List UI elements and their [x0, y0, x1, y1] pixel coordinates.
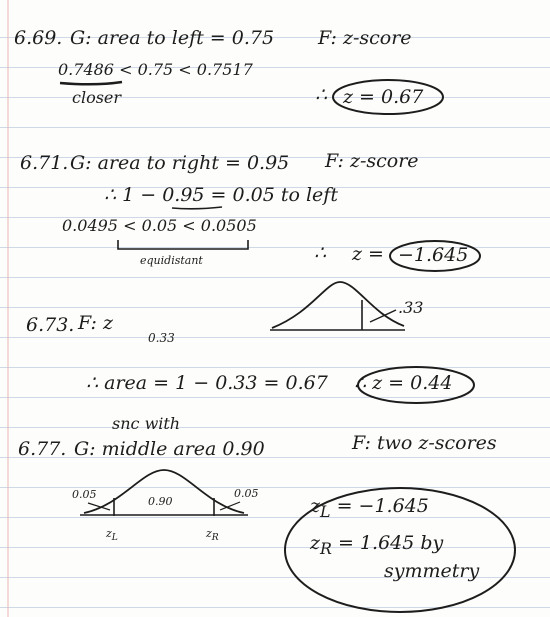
answer-zr: $z_R = 1.645$ by [310, 532, 444, 558]
step-text: ∴ area = 1 − 0.33 = 0.67 [86, 372, 328, 394]
middle-area-label: 0.90 [148, 495, 173, 508]
zr-label: $z_R$ [206, 527, 219, 544]
step-text: ∴ 1 − 0.95 = 0.05 to left [104, 184, 338, 206]
problem-number: 6.69. [14, 27, 63, 49]
comparison-text: 0.0495 < 0.05 < 0.0505 [62, 216, 257, 235]
find-text: F: z-score [318, 27, 412, 49]
given-text: G: area to right = 0.95 [70, 152, 290, 174]
underline-005 [172, 207, 222, 209]
left-tail-label: 0.05 [72, 488, 97, 501]
answer-symmetry: symmetry [384, 560, 480, 582]
therefore-symbol: ∴ [314, 242, 327, 264]
answer-zl: $z_L = -1.645$ [310, 495, 429, 521]
equidistant-bracket [118, 240, 248, 249]
given-text: G: middle area 0.90 [74, 438, 265, 460]
answer-prefix: z = [352, 243, 384, 265]
problem-number: 6.73. [26, 314, 75, 336]
tail-area-label: .33 [398, 298, 424, 317]
normal-curve-677 [80, 470, 248, 516]
comparison-text: 0.7486 < 0.75 < 0.7517 [58, 60, 253, 79]
normal-curve-673 [270, 282, 405, 330]
answer-text: ∴ z = 0.44 [354, 372, 453, 394]
therefore-symbol: ∴ [315, 84, 328, 106]
problem-number: 6.77. [18, 438, 67, 460]
find-text: F: z [78, 312, 113, 334]
z-subscript: 0.33 [148, 331, 175, 345]
find-text: F: two z-scores [352, 432, 497, 454]
answer-text: z = 0.67 [343, 86, 424, 108]
right-tail-label: 0.05 [234, 487, 259, 500]
underline-closer [60, 82, 122, 84]
problem-number: 6.71. [20, 152, 69, 174]
annotation-text: snc with [112, 414, 181, 433]
given-text: G: area to left = 0.75 [70, 27, 275, 49]
equidistant-note: equidistant [140, 254, 203, 267]
closer-note: closer [72, 88, 122, 107]
find-text: F: z-score [325, 150, 419, 172]
zl-label: $z_L$ [106, 527, 118, 544]
answer-text: −1.645 [398, 244, 469, 266]
